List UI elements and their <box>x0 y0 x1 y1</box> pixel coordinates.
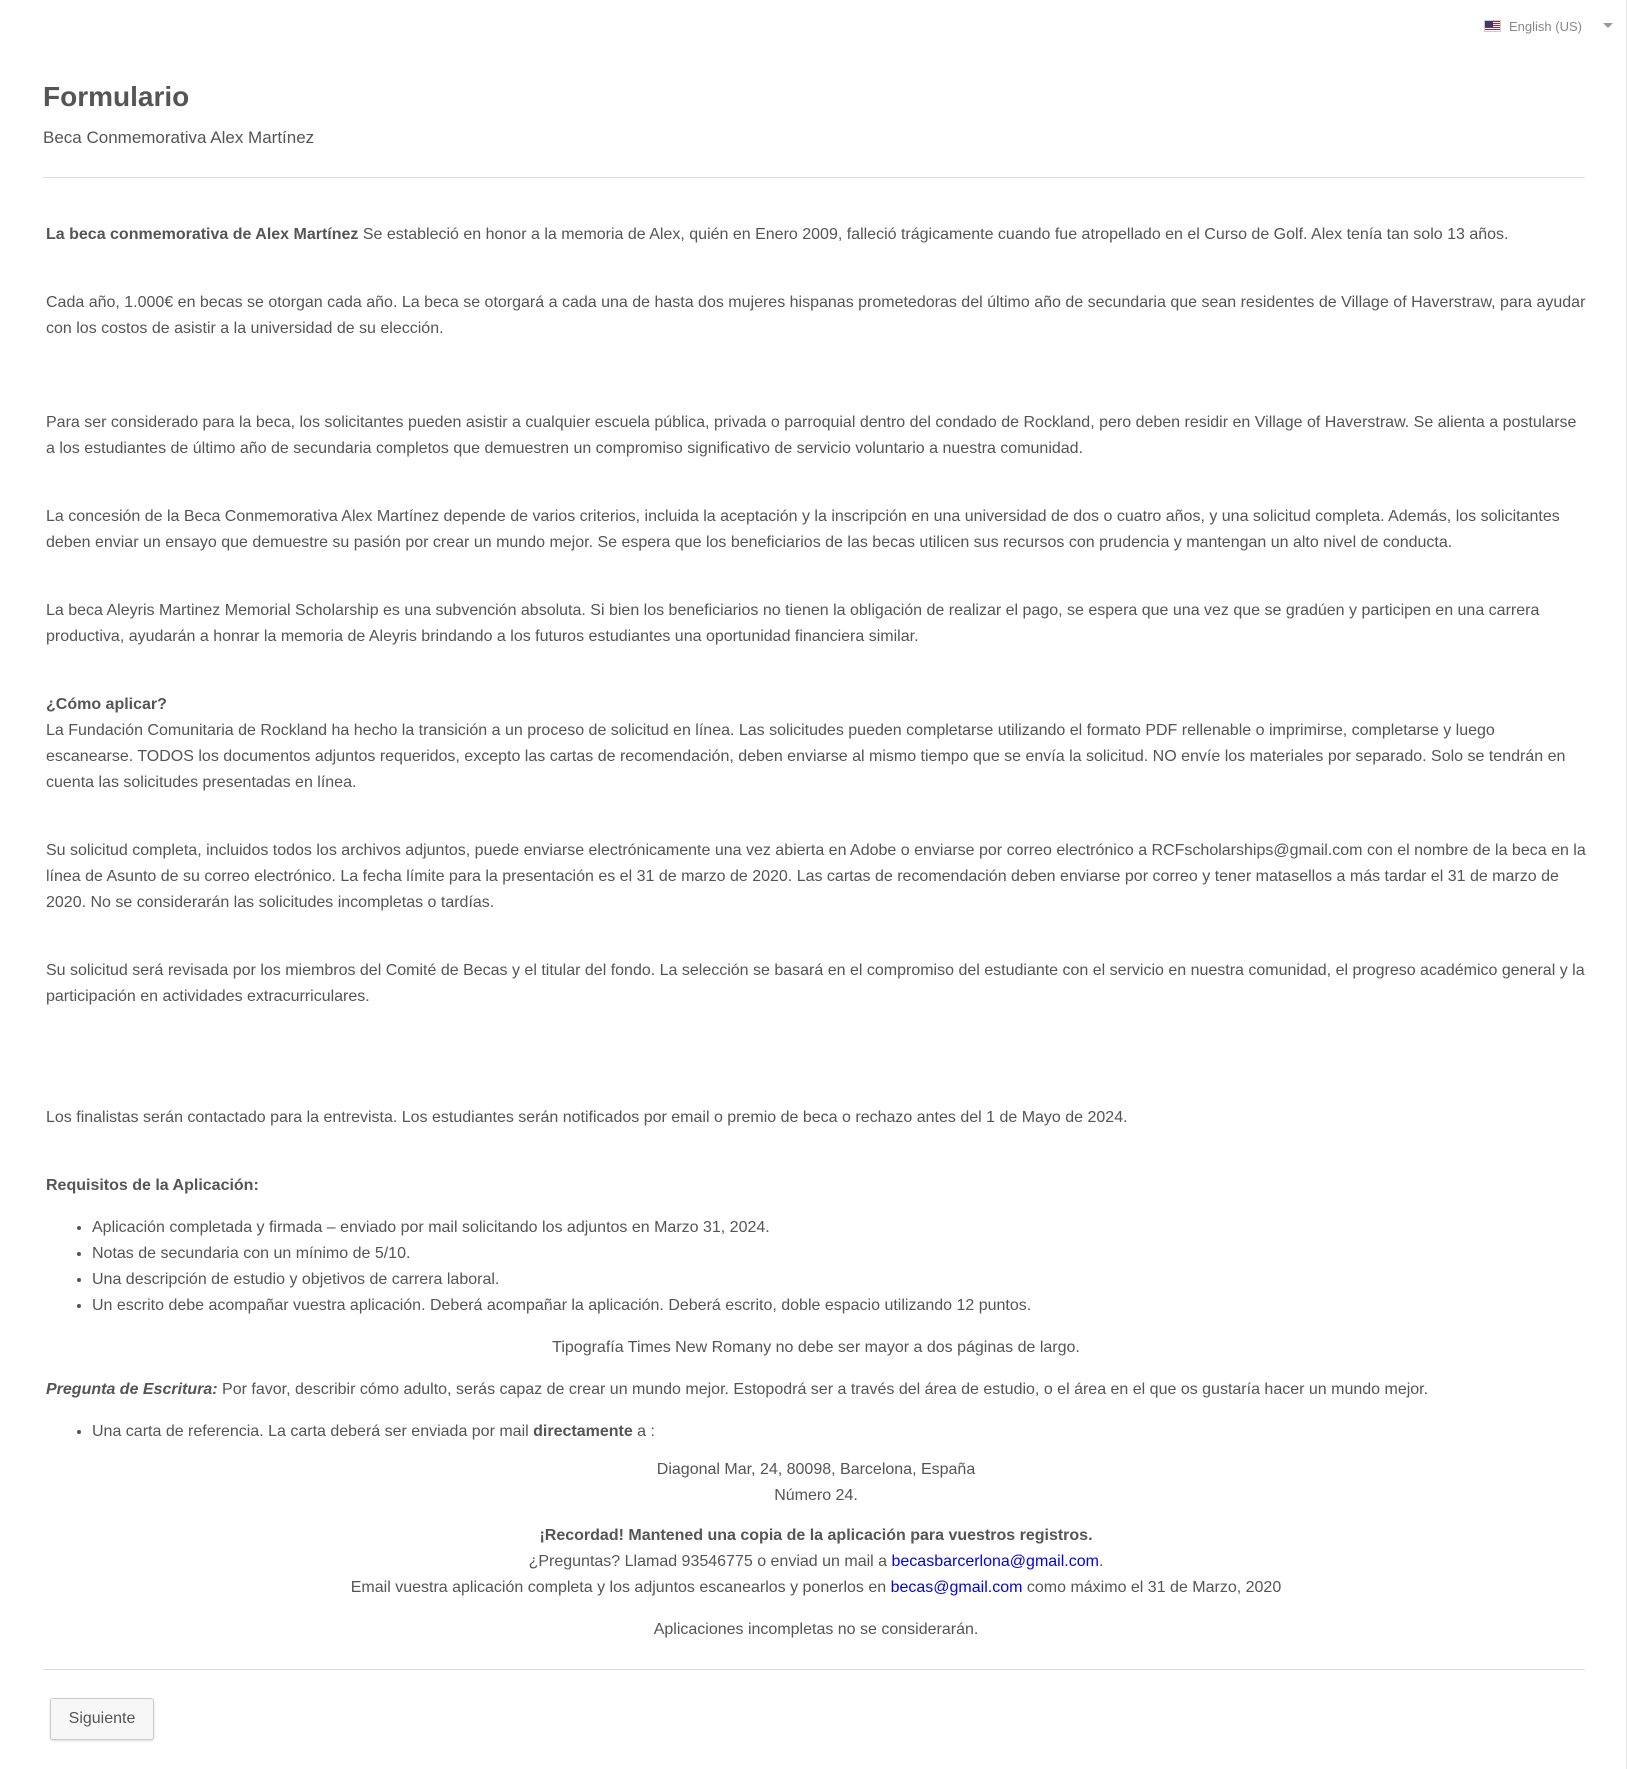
submit-tail: como máximo el 31 de Marzo, 2020 <box>1022 1579 1282 1596</box>
writing-question-text: Por favor, describir cómo adulto, serás capaz de crear un mundo mejor. Estopodrá ser a través del área de estudio, o el área en el que os gustaría hacer un mundo mejor. <box>217 1381 1429 1398</box>
list-item: • Un escrito debe acompañar vuestra aplicación. Deberá acompañar la aplicación. Deberá escrito, doble espacio utilizando 12 puntos. <box>92 1293 1586 1319</box>
finalists-paragraph: Los finalistas serán contactado para la entrevista. Los estudiantes serán notificados por email o premio de beca o rechazo antes del 1 de Mayo de 2024. <box>46 1109 1128 1126</box>
submit-line <box>46 1575 1586 1601</box>
form-header <box>43 78 1585 150</box>
language-label: English (US) <box>1509 18 1582 34</box>
incomplete-note: Aplicaciones incompletas no se considerarán. <box>653 1621 979 1638</box>
intro-text: Se estableció en honor a la memoria de Alex, quién en Enero 2009, falleció trágicamente cuando fue atropellado en el Curso de Golf. Alex tenía tan solo 13 años. <box>358 226 1509 243</box>
questions-email-link[interactable]: becasbarcerlona@gmail.com <box>891 1553 1099 1570</box>
requirements-list <box>46 1215 1586 1319</box>
questions-text: ¿Preguntas? Llamad 93546775 o enviad un mail a <box>528 1553 892 1570</box>
reference-bold: directamente <box>533 1423 633 1440</box>
page-subtitle: Beca Conmemorativa Alex Martínez <box>43 128 315 147</box>
reference-list <box>46 1419 1586 1445</box>
list-item: • Notas de secundaria con un mínimo de 5/10. <box>92 1241 1586 1267</box>
typography-note: Tipografía Times New Romany no debe ser mayor a dos páginas de largo. <box>552 1339 1080 1356</box>
criteria-paragraph: La concesión de la Beca Conmemorativa Alex Martínez depende de varios criterios, incluida la aceptación y la inscripción en una universidad de dos o cuatro años, y una solicitud completa. Además, los solicitantes deben enviar un ensayo que demuestre su pasión por crear un mundo mejor. Se espera que los beneficiarios de las becas utilicen sus recursos con prudencia y mantengan un alto nivel de conducta. <box>46 508 1560 551</box>
questions-tail: . <box>1098 1553 1104 1570</box>
questions-line <box>46 1549 1586 1575</box>
list-item: • Una descripción de estudio y objetivos de carrera laboral. <box>92 1267 1586 1293</box>
reminder-text <box>46 1523 1586 1549</box>
writing-question-label: Pregunta de Escritura: <box>46 1381 218 1398</box>
grant-paragraph: La beca Aleyris Martinez Memorial Scholarship es una subvención absoluta. Si bien los beneficiarios no tienen la obligación de realizar el pago, se espera que una vez que se gradúen y participen en una carrera productiva, ayudarán a honrar la memoria de Aleyris brindando a los futuros estudiantes una oportunidad financiera similar. <box>46 602 1540 645</box>
submission-paragraph: Su solicitud completa, incluidos todos los archivos adjuntos, puede enviarse electrónicamente una vez abierta en Adobe o enviarse por correo electrónico a RCFscholarships@gmail.com con el nombre de la beca en la línea de Asunto de su correo electrónico. La fecha límite para la presentación es el 31 de marzo de 2020. Las cartas de recomendación deben enviarse por correo y tener matasellos a más tardar el 31 de marzo de 2020. No se considerarán las solicitudes incompletas o tardías. <box>46 842 1586 911</box>
intro-paragraph <box>46 222 1586 248</box>
page-title: Formulario <box>43 81 190 112</box>
header-divider <box>43 177 1585 178</box>
reference-text: Una carta de referencia. La carta deberá ser enviada por mail <box>92 1423 534 1440</box>
address-line-1: Diagonal Mar, 24, 80098, Barcelona, España <box>656 1461 976 1478</box>
language-selector[interactable] <box>1484 16 1582 36</box>
award-paragraph: Cada año, 1.000€ en becas se otorgan cada año. La beca se otorgará a cada una de hasta dos mujeres hispanas prometedoras del último año de secundaria que sean residentes de Village of Haverstraw, para ayudar con los costos de asistir a la universidad de su elección. <box>46 294 1586 337</box>
requirements-title: Requisitos de la Aplicación: <box>46 1177 259 1194</box>
address-line-2: Número 24. <box>774 1487 858 1504</box>
how-to-apply-title: ¿Cómo aplicar? <box>46 696 167 713</box>
list-item: • Aplicación completada y firmada – enviado por mail solicitando los adjuntos en Marzo 31, 2024. <box>92 1215 1586 1241</box>
reference-tail: a : <box>632 1423 655 1440</box>
reminder-bold: ¡Recordad! Mantened una copia de la aplicación para vuestros registros. <box>539 1527 1093 1544</box>
us-flag-icon <box>1484 20 1501 32</box>
requirements-heading <box>46 1173 1586 1199</box>
list-item <box>92 1419 1586 1445</box>
caret-down-icon[interactable] <box>1603 23 1613 28</box>
submit-email-link[interactable]: becas@gmail.com <box>890 1579 1023 1596</box>
how-to-apply-heading <box>46 692 1586 718</box>
online-process-paragraph: La Fundación Comunitaria de Rockland ha hecho la transición a un proceso de solicitud en línea. Las solicitudes pueden completarse utilizando el formato PDF rellenable o imprimirse, completarse y luego escanearse. TODOS los documentos adjuntos requeridos, excepto las cartas de recomendación, deben enviarse al mismo tiempo que se envía la solicitud. NO envíe los materiales por separado. Solo se tendrán en cuenta las solicitudes presentadas en línea. <box>46 722 1566 791</box>
eligibility-paragraph: Para ser considerado para la beca, los solicitantes pueden asistir a cualquier escuela pública, privada o parroquial dentro del condado de Rockland, pero deben residir en Village of Haverstraw. Se alienta a postularse a los estudiantes de último año de secundaria completos que demuestren un compromiso significativo de servicio voluntario a nuestra comunidad. <box>46 414 1577 457</box>
form-description <box>46 222 1586 1643</box>
page-edge-divider <box>1626 0 1627 1769</box>
submit-text: Email vuestra aplicación completa y los adjuntos escanearlos y ponerlos en <box>350 1579 891 1596</box>
next-button[interactable]: Siguiente <box>50 1698 154 1740</box>
writing-question <box>46 1377 1586 1403</box>
review-paragraph: Su solicitud será revisada por los miembros del Comité de Becas y el titular del fondo. La selección se basará en el compromiso del estudiante con el servicio en nuestra comunidad, el progreso académico general y la participación en actividades extracurriculares. <box>46 962 1585 1005</box>
footer-divider <box>43 1669 1585 1670</box>
intro-bold: La beca conmemorativa de Alex Martínez <box>46 226 359 243</box>
